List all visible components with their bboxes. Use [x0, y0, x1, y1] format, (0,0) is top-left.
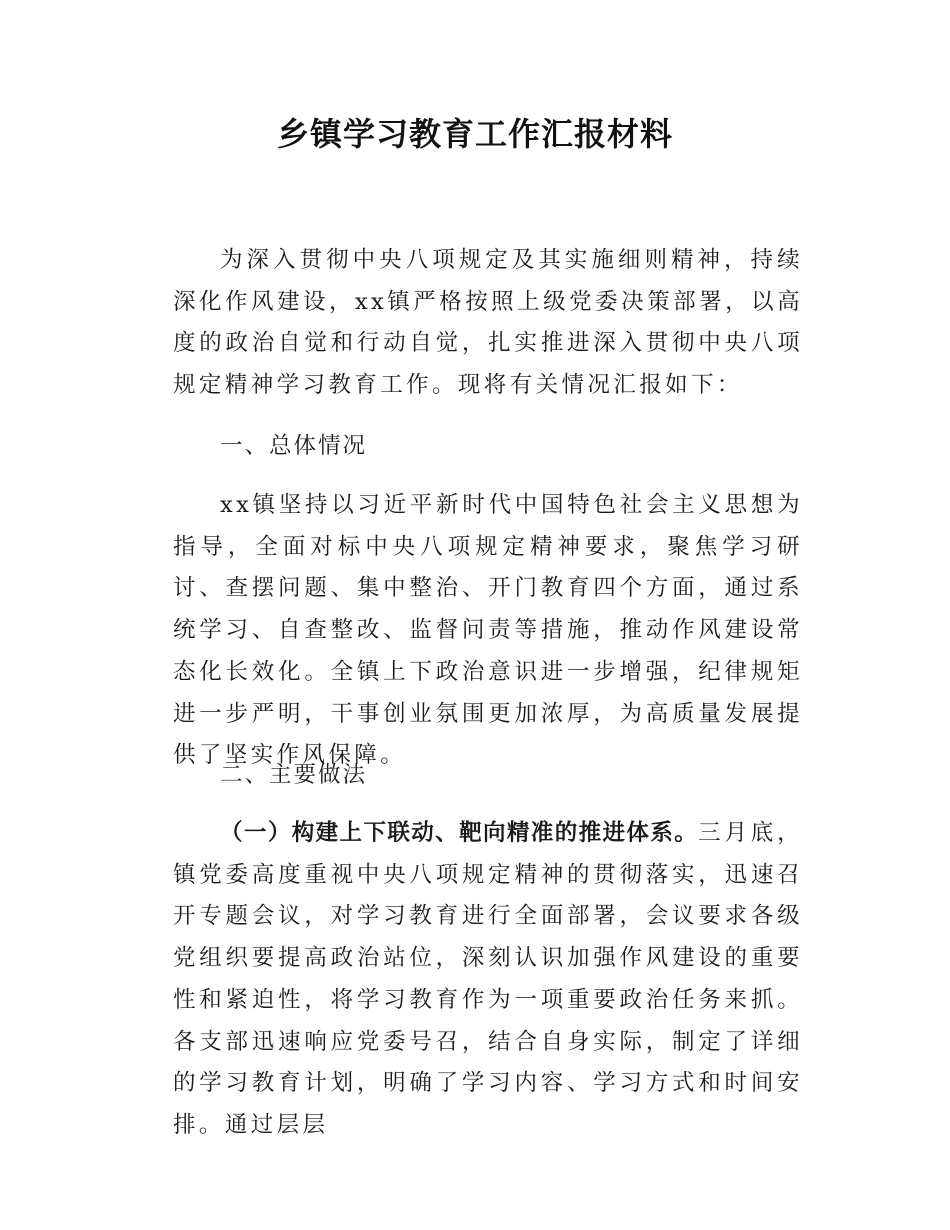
intro-paragraph: 为深入贯彻中央八项规定及其实施细则精神，持续深化作风建设，xx镇严格按照上级党委决策部署，以高度的政治自觉和行动自觉，扎实推进深入贯彻中央八项规定精神学习教育工作。现将有关情况汇报如下：: [173, 247, 803, 399]
subsection-body: 三月底，镇党委高度重视中央八项规定精神的贯彻落实，迅速召开专题会议，对学习教育进行全面部署，会议要求各级党组织要提高政治站位，深刻认识加强作风建设的重要性和紧迫性，将学习教育作为一项重要政治任务来抓。各支部迅速响应党委号召，结合自身实际，制定了详细的学习教育计划，明确了学习内容、学习方式和时间安排。通过层层: [173, 820, 803, 1138]
subsection-lead: （一）构建上下联动、靶向精准的推进体系。: [220, 820, 699, 846]
section-heading-main-practices: 二、主要做法: [220, 762, 368, 788]
overview-paragraph: xx镇坚持以习近平新时代中国特色社会主义思想为指导，全面对标中央八项规定精神要求，聚焦学习研讨、查摆问题、集中整治、开门教育四个方面，通过系统学习、自查整改、监督问责等措施，推动作风建设常态化长效化。全镇上下政治意识进一步增强，纪律规矩进一步严明，干事创业氛围更加浓厚，为高质量发展提供了坚实作风保障。: [173, 492, 803, 769]
section-heading-overview: 一、总体情况: [220, 433, 368, 459]
subsection-paragraph: [173, 813, 803, 1147]
document-title: 乡镇学习教育工作汇报材料: [276, 115, 673, 153]
